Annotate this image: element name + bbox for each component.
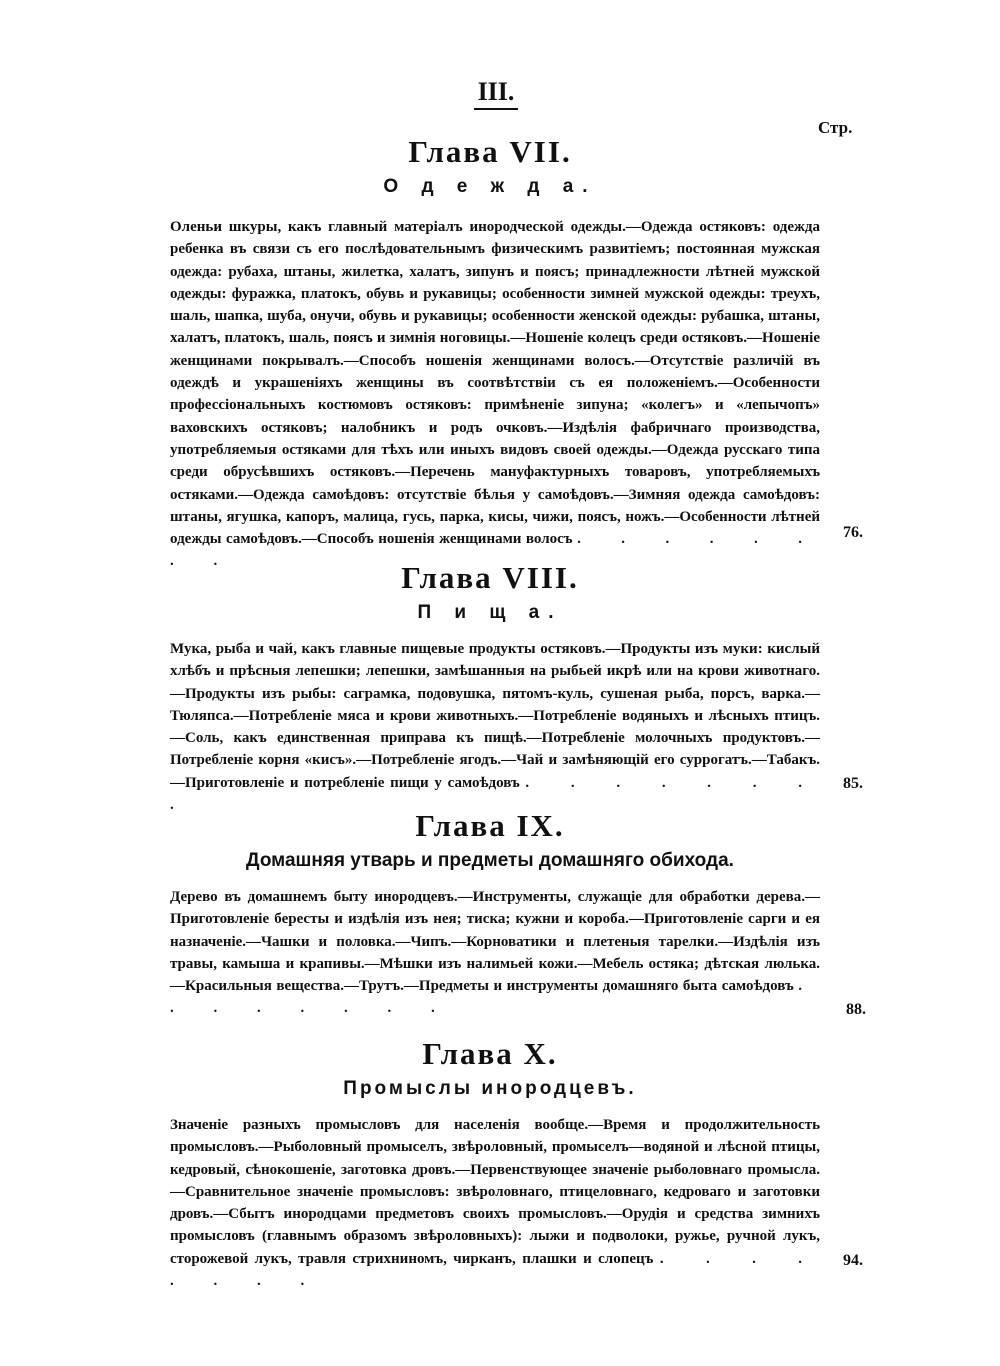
chapter-summary — [170, 1114, 820, 1292]
leader-dots: . . . . . . . . — [170, 774, 821, 814]
page-reference: 76. — [843, 524, 863, 541]
chapter-subtitle: Домашняя утварь и предметы домашняго обихода. — [246, 850, 734, 871]
chapter-summary — [170, 638, 820, 816]
chapter-summary-text: Значеніе разныхъ промысловъ для населенія вообще.—Время и продолжительность промысловъ.—Рыболовный промыселъ, звѣроловный, промыселъ—водяной и лѣсной птицы, кедровый, сѣнокошеніе, заготовка дровъ.—Первенствующее значеніе рыболовнаго промысла.—Сравнительное значеніе промысловъ: звѣроловнаго, птицеловнаго, кедроваго и заготовки дровъ.—Сбытъ инородцами предметовъ своихъ промысловъ.—Орудія и средства зимнихъ промысловъ (главнымъ образомъ звѣроловныхъ): лыжи и подволоки, ружье, ручной лукъ, сторожевой лукъ, травля стрихниномъ, чирканъ, плашки и слопецъ — [170, 1117, 820, 1267]
page-reference: 88. — [846, 1001, 866, 1018]
chapter-title: Глава IX. — [415, 808, 565, 843]
chapter-summary — [170, 216, 820, 573]
chapter-summary-text: Оленьи шкуры, какъ главный матеріалъ инородческой одежды.—Одежда остяковъ: одежда ребенка въ связи съ его послѣдовательнымъ физическимъ развитіемъ; постоянная мужская одежда: рубаха, штаны, жилетка, халатъ, зипунъ и поясъ; принадлежности лѣтней мужской одежды: фуражка, платокъ, обувь и рукавицы; особенности зимней мужской одежды: треухъ, шаль, шапка, шуба, онучи, обувь и рукавицы; особенности женской одежды: рубашка, штаны, халатъ, платокъ, шаль, поясъ и зимнія ноговицы.—Ношеніе колецъ среди остяковъ.—Ношеніе женщинами покрывалъ.—Способъ ношенія женщинами волосъ.—Отсутствіе различій въ одеждѣ и украшеніяхъ женщины въ соотвѣтствіи съ ея положеніемъ.—Особенности профессіональныхъ костюмовъ остяковъ: примѣненіе зипуна; «колегъ» и «лепычопъ» ваховскихъ остяковъ; налобникъ и родъ очковъ.—Издѣлія фабричнаго производства, употребляемыя остяками для тѣхъ или иныхъ видовъ своей одежды.—Одежда русскаго типа среди обрусѣвшихъ остяковъ.—Перечень мануфактурныхъ товаровъ, употребляемыхъ остяками.—Одежда самоѣдовъ: отсутствіе бѣлья у самоѣдовъ.—Зимняя одежда самоѣдовъ: штаны, ягушка, капоръ, малица, гусь, парка, кисы, чижи, поясъ, ножъ.—Особенности лѣтней одежды самоѣдовъ.—Способъ ношенія женщинами волосъ — [170, 219, 820, 548]
leader-dots: . . . . . . . . — [170, 531, 821, 570]
chapter-subtitle: Промыслы инородцевъ. — [343, 1078, 637, 1099]
leader-dots: . . . . . . . . — [170, 1250, 821, 1290]
page-reference: 85. — [843, 775, 863, 792]
chapter-subtitle: О д е ж д а. — [383, 176, 597, 197]
chapter-ix — [170, 808, 870, 1035]
chapter-subtitle: П и щ а. — [417, 602, 563, 623]
chapter-x — [170, 1036, 870, 1307]
page-column-header: Стр. — [818, 118, 853, 137]
chapter-title: Глава X. — [422, 1036, 558, 1071]
chapter-title: Глава VIII. — [401, 560, 579, 595]
leader-dots: . . . . . . . . — [170, 978, 821, 1017]
chapter-vii — [170, 134, 870, 588]
chapter-title: Глава VII. — [408, 134, 572, 169]
chapter-summary-text: Мука, рыба и чай, какъ главные пищевые продукты остяковъ.—Продукты изъ муки: кислый хлѣбъ и прѣсныя лепешки; лепешки, замѣшанныя на рыбьей икрѣ или на крови животнаго.—Продукты изъ рыбы: саграмка, подовушка, пятомъ-куль, сушеная рыба, порсъ, варка.—Тюляпса.—Потребленіе мяса и крови животныхъ.—Потребленіе водяныхъ и лѣсныхъ птицъ.—Соль, какъ единственная приправа къ пищѣ.—Потребленіе молочныхъ продуктовъ.—Потребленіе корня «кисъ».—Потребленіе ягодъ.—Чай и замѣняющій его суррогатъ.—Табакъ.—Приготовленіе и потребленіе пищи у самоѣдовъ — [170, 641, 820, 791]
page-number: III. — [474, 78, 518, 110]
chapter-summary — [170, 886, 820, 1020]
chapter-viii — [170, 560, 870, 831]
page-reference: 94. — [843, 1252, 863, 1269]
chapter-summary-text: Дерево въ домашнемъ быту инородцевъ.—Инструменты, служащіе для обработки дерева.—Приготовленіе бересты и издѣлія изъ нея; тиска; кужни и короба.—Приготовленіе сарги и ея назначеніе.—Чашки и половка.—Чипъ.—Корноватики и плетеныя тарелки.—Издѣлія изъ травы, камыша и крапивы.—Мѣшки изъ налимьей кожи.—Мебель остяка; дѣтская люлька.—Красильныя вещества.—Трутъ.—Предметы и инструменты домашняго быта самоѣдовъ — [170, 889, 820, 995]
